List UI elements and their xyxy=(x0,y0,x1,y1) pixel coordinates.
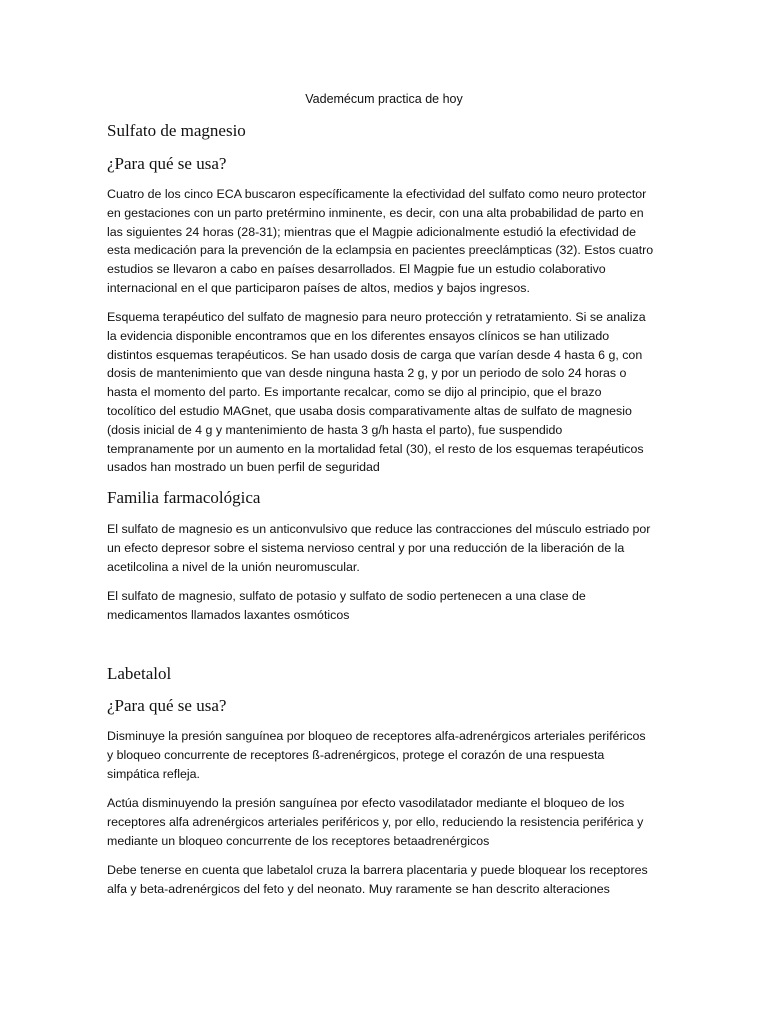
text-line: Cuatro de los cinco ECA buscaron específicamente la efectividad del sulfato como neuro protector xyxy=(107,187,647,201)
text-line: (dosis inicial de 4 g y mantenimiento de hasta 3 g/h hasta el parto), fue suspendido xyxy=(107,422,563,437)
text-line: simpática refleja. xyxy=(107,766,200,781)
text-line: hasta el momento del parto. Es importante recalcar, como se dijo al principio, que el brazo xyxy=(107,385,602,400)
text-line: receptores alfa adrenérgicos arteriales periféricos y, por ello, reduciendo la resistencia periférica y xyxy=(107,814,644,829)
text-line: acetilcolina a nivel de la unión neuromuscular. xyxy=(107,559,360,574)
text-line: y bloqueo concurrente de receptores ß-adrenérgicos, protege el corazón de una respuesta xyxy=(107,747,605,762)
text-line: tempranamente por un aumento en la mortalidad fetal (30), el resto de los esquemas terapéuticos xyxy=(107,441,644,456)
text-line: estudios se llevaron a cabo en países desarrollados. El Magpie fue un estudio colaborativo xyxy=(107,262,606,277)
text-line: las siguientes 24 horas (28-31); mientras que el Magpie adicionalmente estudió la efectividad de xyxy=(107,224,636,239)
text-line: Disminuye la presión sanguínea por bloqueo de receptores alfa-adrenérgicos arteriales periféricos xyxy=(107,729,646,743)
text-line: un efecto depresor sobre el sistema nervioso central y por una reducción de la liberación de la xyxy=(107,540,625,555)
section-subtitle: ¿Para qué se usa? xyxy=(107,696,227,715)
section-title: Sulfato de magnesio xyxy=(107,121,246,140)
text-line: Debe tenerse en cuenta que labetalol cruza la barrera placentaria y puede bloquear los receptores xyxy=(107,863,648,877)
text-line: El sulfato de magnesio, sulfato de potasio y sulfato de sodio pertenecen a una clase de xyxy=(107,589,586,603)
paragraph xyxy=(107,520,650,576)
text-line: usados han mostrado un buen perfil de seguridad xyxy=(107,460,380,475)
section-subtitle: ¿Para qué se usa? xyxy=(107,154,227,173)
document-header: Vademécum practica de hoy xyxy=(305,92,463,106)
text-line: en gestaciones con un parto pretérmino inminente, es decir, con una alta probabilidad de parto en xyxy=(107,205,644,220)
section-title: Labetalol xyxy=(107,664,172,683)
text-line: distintos esquemas terapéuticos. Se han usado dosis de carga que varían desde 4 hasta 6 g, con xyxy=(107,347,643,362)
text-line: esta medicación para la prevención de la eclampsia en pacientes preeclámpticas (32). Estos cuatro xyxy=(107,243,654,258)
text-line: dosis de mantenimiento que van desde ninguna hasta 2 g, y por un periodo de solo 24 horas o xyxy=(107,366,627,381)
text-line: Esquema terapéutico del sulfato de magnesio para neuro protección y retratamiento. Si se analiza xyxy=(107,310,646,324)
text-line: mediante un bloqueo concurrente de los receptores betaadrenérgicos xyxy=(107,833,490,848)
text-line: tocolítico del estudio MAGnet, que usaba dosis comparativamente altas de sulfato de magnesio xyxy=(107,403,632,418)
paragraph xyxy=(107,861,648,899)
text-line: internacional en el que participaron países de altos, medios y bajos ingresos. xyxy=(107,280,530,295)
paragraph xyxy=(107,587,586,625)
paragraph xyxy=(107,794,643,850)
paragraph xyxy=(107,727,646,783)
text-line: alfa y beta-adrenérgicos del feto y del neonato. Muy raramente se han descrito alteraciones xyxy=(107,881,610,896)
text-line: la evidencia disponible encontramos que en los diferentes ensayos clínicos se han utilizado xyxy=(107,328,610,343)
text-line: El sulfato de magnesio es un anticonvulsivo que reduce las contracciones del músculo estriado por xyxy=(107,522,651,536)
section-title: Familia farmacológica xyxy=(107,488,261,507)
text-line: medicamentos llamados laxantes osmóticos xyxy=(107,607,350,622)
paragraph xyxy=(107,185,653,298)
paragraph xyxy=(107,308,646,477)
text-line: Actúa disminuyendo la presión sanguínea por efecto vasodilatador mediante el bloqueo de los xyxy=(107,796,625,810)
